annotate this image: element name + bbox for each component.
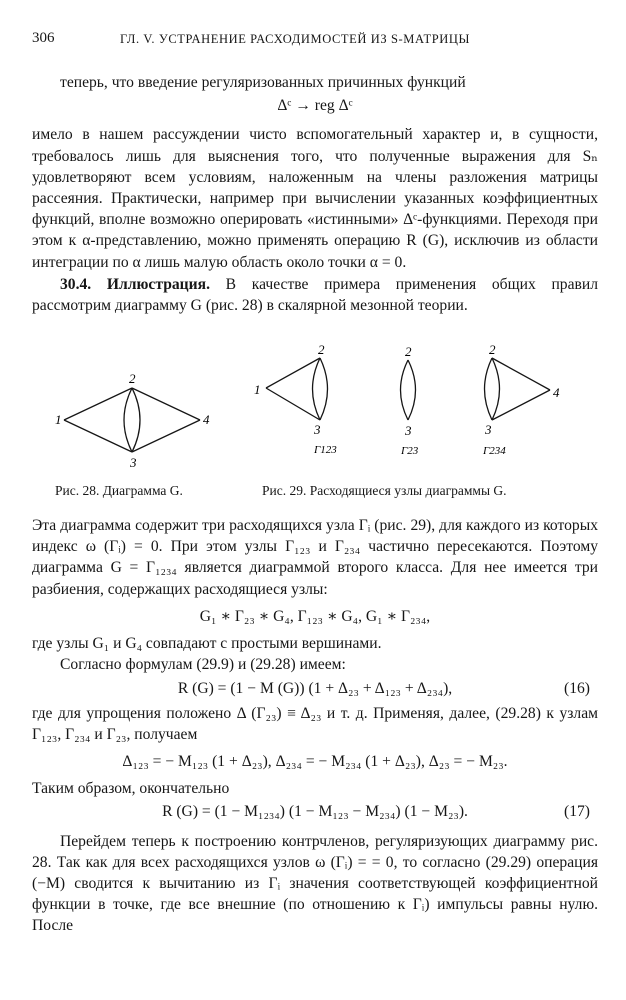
formula-reg: Δᶜ → reg Δᶜ <box>277 97 353 115</box>
figure-28-diagram <box>50 368 220 468</box>
fig29c-label-3: 3 <box>485 422 492 437</box>
fig29b-node-label: Γ23 <box>401 445 419 457</box>
running-head: ГЛ. V. УСТРАНЕНИЕ РАСХОДИМОСТЕЙ ИЗ S-МАТРИЦЫ <box>120 32 471 46</box>
equation-17 <box>32 801 598 822</box>
figure-29a-diagram <box>250 340 350 465</box>
paragraph-intro: теперь, что введение регуляризованных причинных функций <box>60 74 466 91</box>
fig29c-node-label: Γ234 <box>483 445 506 457</box>
section-title: Иллюстрация. <box>106 275 210 293</box>
fig29c-label-4: 4 <box>553 385 560 400</box>
paragraph-simplification: где для упрощения положено Δ (Γ₂₃) ≡ Δ₂₃ и т. д. Применяя, далее, (29.28) к узлам Γ₁₂₃, Γ₂₃₄ и Γ₂₃, получаем <box>32 704 598 743</box>
paragraph-regularization: имело в нашем рассуждении чисто вспомогательный характер и, в сущности, требовалось лишь для выяснения того, что полученные выражения для Sₙ удовлетворяют всем условиям, наложенным на члены разложения матрицы рассеяния. Практически, например при вычислении указанных коэффициентных функций, вполне возможно оперировать «истинными» Δᶜ-функциями. Переходя при этом к α-представлению, можно применять операцию R (G), исключив из области интеграции по α лишь малую область около точки α = 0. <box>32 126 598 271</box>
fig29a-node-label: Γ123 <box>314 444 337 456</box>
formula-deltas: Δ₁₂₃ = − M₁₂₃ (1 + Δ₂₃), Δ₂₃₄ = − M₂₃₄ (1 + Δ₂₃), Δ₂₃ = − M₂₃. <box>122 753 508 771</box>
equation-16-number: (16) <box>564 680 590 698</box>
paragraph-divergent-nodes: Эта диаграмма содержит три расходящихся узла Γᵢ (рис. 29), для каждого из которых индекс ω (Γᵢ) = 0. При этом узлы Γ₁₂₃ и Γ₂₃₄ частично пересекаются. Поэтому диаграмма G = Γ₁₂₃₄ является диаграммой второго класса. Для нее имеется три разбиения, содержащих расходящиеся узлы: <box>32 517 598 598</box>
fig28-label-4: 4 <box>203 412 210 427</box>
page-number: 306 <box>32 30 55 46</box>
equation-16 <box>32 678 598 699</box>
equation-16-body: R (G) = (1 − M (G)) (1 + Δ₂₃ + Δ₁₂₃ + Δ₂₃₄), <box>177 680 453 698</box>
fig28-label-2: 2 <box>129 371 136 386</box>
paragraph-finally: Таким образом, окончательно <box>32 780 230 798</box>
paragraph-according: Согласно формулам (29.9) и (29.28) имеем: <box>60 656 346 674</box>
fig28-label-3: 3 <box>130 455 137 468</box>
text-block-top <box>32 72 598 316</box>
fig29c-label-2: 2 <box>489 342 496 357</box>
fig29a-label-2: 2 <box>318 342 325 357</box>
formula-partitions: G₁ ∗ Γ₂₃ ∗ G₄, Γ₁₂₃ ∗ G₄, G₁ ∗ Γ₂₃₄, <box>199 607 431 625</box>
equation-17-body: R (G) = (1 − M₁₂₃₄) (1 − M₁₂₃ − M₂₃₄) (1 − M₂₃). <box>162 803 468 821</box>
fig29a-label-3: 3 <box>314 422 321 437</box>
figure-29b-diagram <box>385 340 440 465</box>
page-header <box>32 28 598 52</box>
text-block-bottom <box>32 515 598 937</box>
fig29a-label-1: 1 <box>254 382 261 397</box>
paragraph-simple-vertices: где узлы G₁ и G₄ совпадают с простыми вершинами. <box>32 635 382 653</box>
caption-figure-29: Рис. 29. Расходящиеся узлы диаграммы G. <box>262 483 507 498</box>
section-number: 30.4. <box>60 275 92 293</box>
fig29b-label-3: 3 <box>405 423 412 438</box>
caption-figure-28: Рис. 28. Диаграмма G. <box>55 483 183 498</box>
section-paragraph <box>32 274 598 316</box>
fig29b-label-2: 2 <box>405 344 412 359</box>
equation-17-number: (17) <box>564 803 590 821</box>
fig28-label-1: 1 <box>55 412 62 427</box>
paragraph-counterterms: Перейдем теперь к построению контрчленов, регуляризующих диаграмму рис. 28. Так как для всех расходящихся узлов ω (Γᵢ) = = 0, то согласно (29.29) операция (−M) сводится к вычитанию из Γᵢ значения соответствующей коэффициентной функции в точке, где все внешние (по отношению к Γᵢ) импульсы равны нулю. После <box>32 832 598 935</box>
section-text: В качестве примера применения общих правил рассмотрим диаграмму G (рис. 28) в скалярной мезонной теории. <box>32 275 598 315</box>
figure-29c-diagram <box>468 340 578 465</box>
